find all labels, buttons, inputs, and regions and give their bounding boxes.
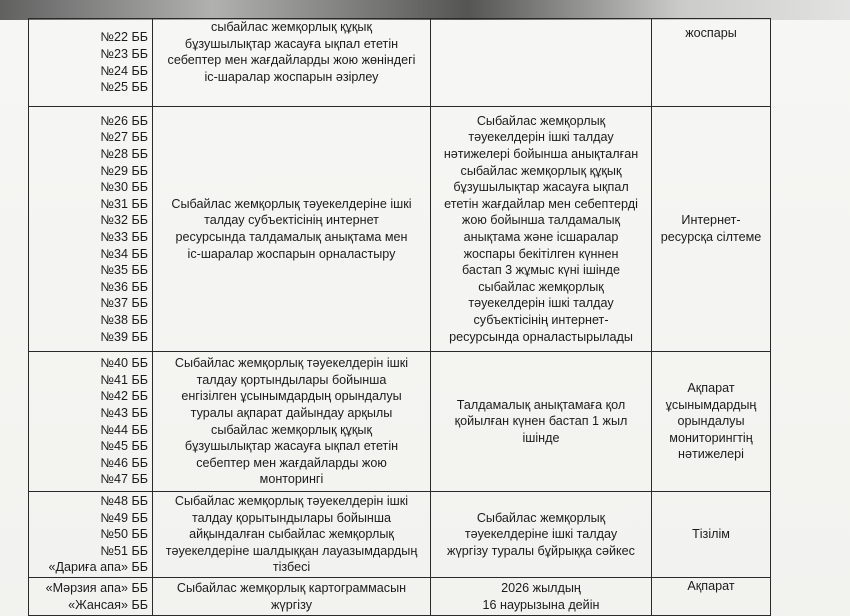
table-row <box>29 107 771 352</box>
row-ids-cell: №48 ББ №49 ББ №50 ББ №51 ББ «Дариға апа» ББ <box>29 492 153 578</box>
row-result-cell: Ақпарат ұсынымдардың орындалуы мониторингтің нәтижелері <box>652 352 771 492</box>
row-result-cell: Ақпарат <box>652 578 771 616</box>
row-ids-cell: №26 ББ №27 ББ №28 ББ №29 ББ №30 ББ №31 ББ №32 ББ №33 ББ №34 ББ №35 ББ №36 ББ №37 ББ №38 ББ №39 ББ <box>29 107 153 352</box>
row-ids-cell: №40 ББ №41 ББ №42 ББ №43 ББ №44 ББ №45 ББ №46 ББ №47 ББ <box>29 352 153 492</box>
plan-table <box>28 18 771 616</box>
row-action-cell: Сыбайлас жемқорлық тәуекелдеріне ішкі талдау субъектісінің интернет ресурсында талдамалық анықтама мен іс-шаралар жоспарын орналастыру <box>153 107 431 352</box>
row-result-cell: Интернет- ресурсқа сілтеме <box>652 107 771 352</box>
row-action-cell: сыбайлас жемқорлық құқық бұзушылықтар жасауға ықпал ететін себептер мен жағдайларды жою жөніндегі іс-шаралар жоспарын әзірлеу <box>153 19 431 107</box>
row-ids-cell: №22 ББ №23 ББ №24 ББ №25 ББ <box>29 19 153 107</box>
row-deadline-cell: Талдамалық анықтамаға қол қойылған күнен бастап 1 жыл ішінде <box>431 352 652 492</box>
row-deadline-cell: Сыбайлас жемқорлық тәуекелдерін ішкі талдау нәтижелері бойынша анықталған сыбайлас жемқорлық құқық бұзушылықтар жасауға ықпал ететін жағдайлар мен себептерді жою бойынша талдамалық анықтама және ісшаралар жоспары бекітілген күннен бастап 3 жұмыс күні ішінде сыбайлас жемқорлық тәуекелдерін ішкі талдау субъектісінің интернет- ресурсында орналастырылады <box>431 107 652 352</box>
row-ids-cell: «Мәрзия апа» ББ «Жансая» ББ <box>29 578 153 616</box>
table-row <box>29 578 771 616</box>
row-result-cell: жоспары <box>652 19 771 107</box>
row-action-cell: Сыбайлас жемқорлық картограммасын жүргізу <box>153 578 431 616</box>
row-deadline-cell: Сыбайлас жемқорлық тәуекелдеріне ішкі талдау жүргізу туралы бұйрыққа сәйкес <box>431 492 652 578</box>
row-action-cell: Сыбайлас жемқорлық тәуекелдерін ішкі талдау қортындылары бойынша енгізілген ұсынымдардың орындалуы туралы ақпарат дайындау арқылы сыбайлас жемқорлық құқық бұзушылықтар жасауға ықпал ететін себептер мен жағдайларды жою монторингі <box>153 352 431 492</box>
row-deadline-cell: 2026 жылдың 16 наурызына дейін <box>431 578 652 616</box>
table-row <box>29 492 771 578</box>
row-result-cell: Тізілім <box>652 492 771 578</box>
scan-edge-shadow <box>0 0 850 20</box>
row-action-cell: Сыбайлас жемқорлық тәуекелдерін ішкі талдау қорытындылары бойынша айқындалған сыбайлас жемқорлық тәуекелдеріне шалдыққан лауазымдардың тізбесі <box>153 492 431 578</box>
table-row <box>29 19 771 107</box>
row-deadline-cell <box>431 19 652 107</box>
table-row <box>29 352 771 492</box>
